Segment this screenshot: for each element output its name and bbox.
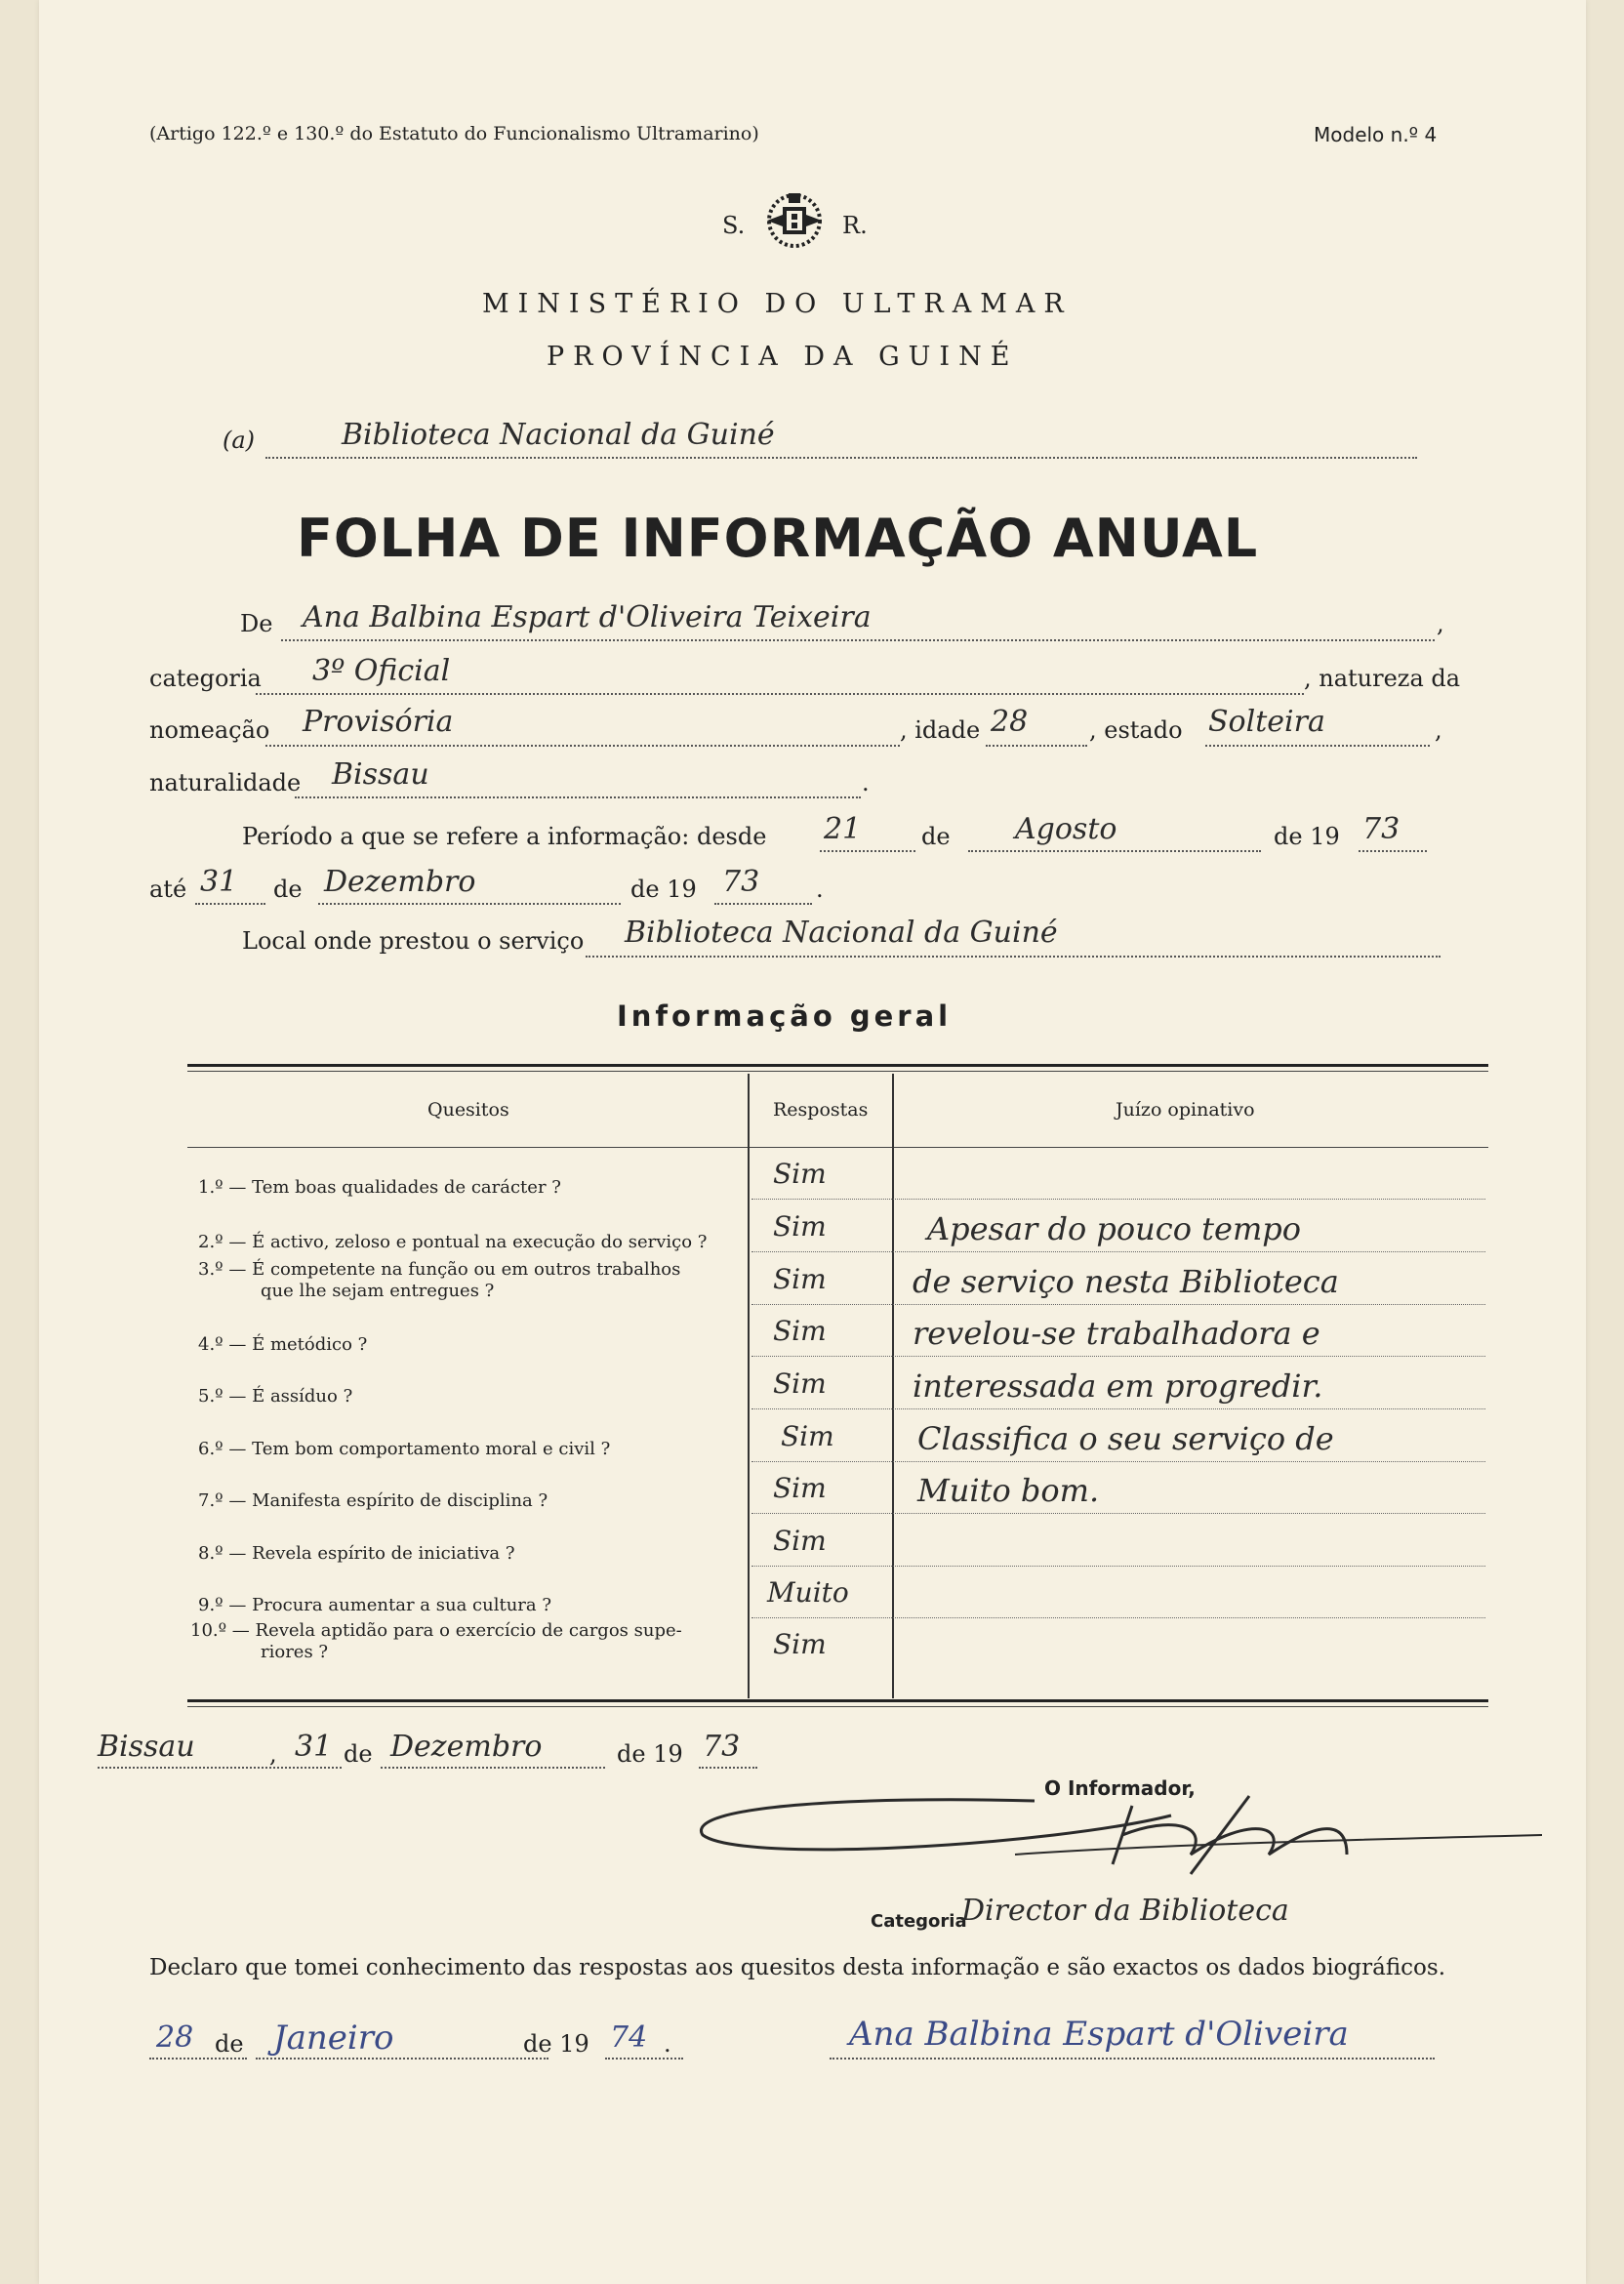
sign-month: Dezembro — [390, 1730, 543, 1764]
table-row: 1.º — Tem boas qualidades de carácter ? — [198, 1177, 561, 1198]
period-from-day: 21 — [824, 812, 862, 846]
sign-place: Bissau — [98, 1730, 195, 1764]
local-value: Biblioteca Nacional da Guiné — [625, 916, 1058, 950]
ministry-name: MINISTÉRIO DO ULTRAMAR — [482, 289, 1073, 319]
ack-day: 28 — [156, 2020, 194, 2055]
juizo-line: interessada em progredir. — [913, 1367, 1323, 1405]
period-label: Período a que se refere a informação: desde — [242, 823, 767, 850]
table-row: 2.º — É activo, zeloso e pontual na execução do serviço ? — [198, 1232, 708, 1252]
table-row: 9.º — Procura aumentar a sua cultura ? — [198, 1595, 551, 1615]
informador-signature-icon — [664, 1776, 1542, 1884]
answer-7: Sim — [773, 1472, 827, 1504]
informador-label: O Informador, — [1044, 1776, 1196, 1800]
sign-day: 31 — [295, 1730, 333, 1764]
juizo-line: Classifica o seu serviço de — [917, 1420, 1334, 1457]
document-page: (Artigo 122.º e 130.º do Estatuto do Funcionalismo Ultramarino) Modelo n.º 4 S. R. MINISTÉRIO DO ULTRAMAR PROVÍNCIA DA GUINÉ (a) Biblioteca Nacional da Guiné FOLHA DE INFORMAÇÃO ANUAL De Ana Balbina Espart d'Oliveira Teixeira , categoria 3º Oficial , natureza da nomeação Provisória , idade 28 , estado Solteira , naturalidade Bissau . Período a que se refere a informação: desde 21 de Agosto de 19 73 até 31 de Dezembro de 19 73 . Local onde prestou o serviço Biblioteca Nacional da Guiné Informação geral Quesitos Respostas Juízo opinativo 1.º — Tem boas qualidades de carácter ? 2.º — É activo, zeloso e pontual na execução do serviço ? 3.º — É competente na função ou em outros trabalhos que lhe sejam entregues ? 4.º — É metódico ? 5.º — É assíduo ? 6.º — Tem bom comportamento moral e civil ? 7.º — Manifesta espírito de disciplina ? 8.º — Revela espírito de iniciativa ? 9.º — Procura aumentar a sua cultura ? 10.º — Revela aptidão para o exercício de cargos supe- riores ? Sim Sim Sim Sim Sim Sim Sim Sim Muito Sim Apesar do pouco tempo de serviço nesta Biblioteca revelou-se trabalhadora e interessada em progredir. Classifica o seu serviço de Muito bom. Bissau , 31 de Dezembro de 19 73 O Informador, Categoria Director da Biblioteca Declaro que tomei conhecimento das respostas aos quesitos desta informação e são exactos os dados biográficos. 28 de Janeiro de 19 74 . Ana Balbina Espart d'Oliveira — [39, 0, 1586, 2284]
period-from-month: Agosto — [1015, 812, 1117, 846]
province-name: PROVÍNCIA DA GUINÉ — [547, 342, 1019, 372]
answer-9: Muito — [767, 1576, 849, 1609]
period-to-month: Dezembro — [324, 865, 476, 899]
estado-value: Solteira — [1208, 705, 1325, 739]
categoria-sign-value: Director da Biblioteca — [961, 1894, 1289, 1928]
a-label: (a) — [223, 427, 256, 454]
naturalidade-value: Bissau — [332, 757, 429, 792]
table-row: 4.º — É metódico ? — [198, 1334, 368, 1355]
article-reference: (Artigo 122.º e 130.º do Estatuto do Funcionalismo Ultramarino) — [149, 123, 759, 144]
section-title: Informação geral — [617, 999, 953, 1033]
ack-year: 74 — [610, 2020, 648, 2055]
juizo-line: Apesar do pouco tempo — [927, 1210, 1302, 1247]
col-juizo: Juízo opinativo — [1116, 1099, 1255, 1121]
categoria-value: 3º Oficial — [312, 654, 451, 688]
declaration-text: Declaro que tomei conhecimento das respostas aos quesitos desta informação e são exactos os dados biográficos. — [149, 1955, 1446, 1980]
nomeacao-label: nomeação — [149, 716, 270, 744]
answer-4: Sim — [773, 1315, 827, 1347]
answer-8: Sim — [773, 1525, 827, 1557]
juizo-line: de serviço nesta Biblioteca — [913, 1263, 1339, 1300]
period-from-year: 73 — [1362, 812, 1401, 846]
idade-label: , idade — [900, 716, 981, 744]
juizo-line: Muito bom. — [917, 1472, 1100, 1509]
sr-right: R. — [842, 212, 868, 239]
person-name: Ana Balbina Espart d'Oliveira Teixeira — [303, 600, 872, 634]
institution-handwritten: Biblioteca Nacional da Guiné — [342, 418, 775, 452]
answer-10: Sim — [773, 1628, 827, 1660]
model-number: Modelo n.º 4 — [1314, 123, 1438, 146]
estado-label: , estado — [1089, 716, 1183, 744]
answer-1: Sim — [773, 1158, 827, 1190]
table-row: 5.º — É assíduo ? — [198, 1386, 353, 1407]
natureza-label: , natureza da — [1304, 665, 1461, 692]
period-to-day: 31 — [200, 865, 238, 899]
employee-signature: Ana Balbina Espart d'Oliveira — [849, 2015, 1349, 2054]
col-quesitos: Quesitos — [427, 1099, 509, 1121]
ack-month: Janeiro — [273, 2019, 394, 2058]
coat-of-arms-icon — [759, 185, 830, 254]
idade-value: 28 — [991, 705, 1029, 739]
table-row: 8.º — Revela espírito de iniciativa ? — [198, 1543, 515, 1564]
answer-5: Sim — [773, 1367, 827, 1400]
local-label: Local onde prestou o serviço — [242, 927, 585, 955]
categoria-sign-label: Categoria — [871, 1911, 967, 1932]
sr-left: S. — [722, 212, 746, 239]
table-row: 7.º — Manifesta espírito de disciplina ? — [198, 1490, 548, 1511]
answer-3: Sim — [773, 1263, 827, 1295]
ate-label: até — [149, 876, 187, 903]
col-respostas: Respostas — [773, 1099, 869, 1121]
answer-6: Sim — [781, 1420, 834, 1452]
nomeacao-value: Provisória — [303, 705, 454, 739]
table-row: 6.º — Tem bom comportamento moral e civil ? — [198, 1439, 611, 1459]
de-label: De — [240, 610, 273, 637]
table-row: 3.º — É competente na função ou em outros trabalhos que lhe sejam entregues ? — [198, 1259, 681, 1301]
juizo-line: revelou-se trabalhadora e — [913, 1315, 1320, 1352]
period-to-year: 73 — [722, 865, 760, 899]
document-title: FOLHA DE INFORMAÇÃO ANUAL — [297, 508, 1259, 569]
sign-year: 73 — [703, 1730, 741, 1764]
naturalidade-label: naturalidade — [149, 769, 302, 796]
answer-2: Sim — [773, 1210, 827, 1243]
categoria-label: categoria — [149, 665, 262, 692]
table-row: 10.º — Revela aptidão para o exercício de cargos supe- riores ? — [190, 1620, 682, 1662]
